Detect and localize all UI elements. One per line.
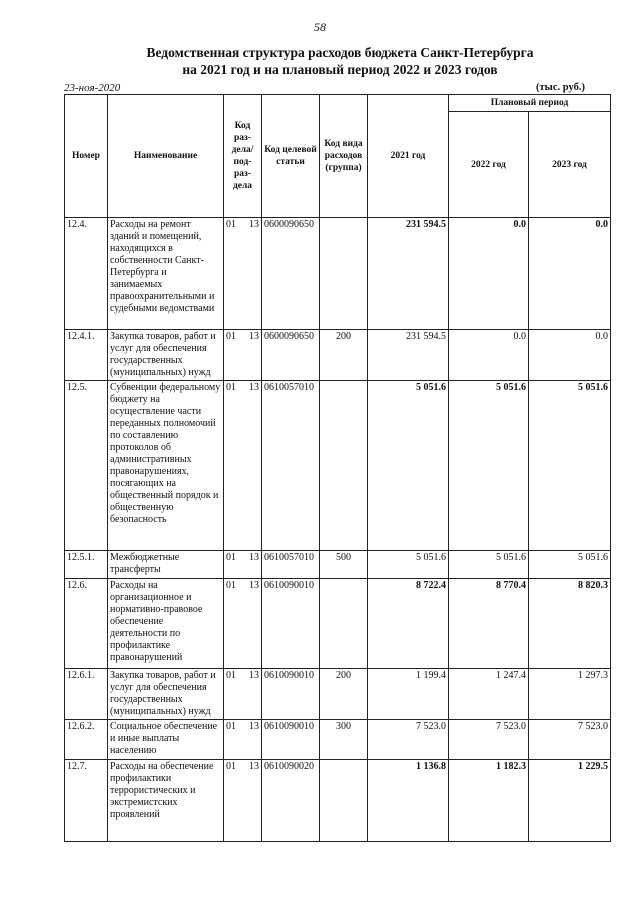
section-code: 01 bbox=[226, 331, 236, 342]
row-number: 12.5.1. bbox=[65, 551, 108, 579]
section-code-pair bbox=[226, 382, 259, 394]
row-amount-2021: 1 136.8 bbox=[368, 760, 449, 842]
table-row bbox=[65, 760, 611, 842]
table-row bbox=[65, 551, 611, 579]
row-expense-type-code bbox=[320, 381, 368, 551]
section-code-pair bbox=[226, 761, 259, 773]
row-expense-type-code bbox=[320, 218, 368, 330]
table-row bbox=[65, 720, 611, 760]
row-number: 12.6. bbox=[65, 579, 108, 669]
section-code: 01 bbox=[226, 382, 236, 393]
row-number: 12.6.1. bbox=[65, 669, 108, 720]
row-amount-2022: 0.0 bbox=[449, 218, 529, 330]
row-article-code: 0610057010 bbox=[262, 381, 320, 551]
row-article-code: 0610090010 bbox=[262, 579, 320, 669]
subsection-code: 13 bbox=[249, 331, 259, 342]
row-amount-2021: 8 722.4 bbox=[368, 579, 449, 669]
row-number: 12.6.2. bbox=[65, 720, 108, 760]
row-amount-2022: 1 247.4 bbox=[449, 669, 529, 720]
row-amount-2023: 1 297.3 bbox=[529, 669, 611, 720]
row-name: Расходы на обеспечение профилактики террористических и экстремистских проявлений bbox=[108, 760, 224, 842]
row-amount-2021: 7 523.0 bbox=[368, 720, 449, 760]
row-section-code bbox=[224, 330, 262, 381]
section-code: 01 bbox=[226, 219, 236, 230]
section-code-pair bbox=[226, 670, 259, 682]
section-code: 01 bbox=[226, 552, 236, 563]
row-article-code: 0600090650 bbox=[262, 330, 320, 381]
units-label: (тыс. руб.) bbox=[536, 82, 585, 93]
row-article-code: 0610090010 bbox=[262, 720, 320, 760]
row-name: Социальное обеспечение и иные выплаты населению bbox=[108, 720, 224, 760]
section-code: 01 bbox=[226, 580, 236, 591]
row-number: 12.5. bbox=[65, 381, 108, 551]
row-expense-type-code: 200 bbox=[320, 330, 368, 381]
row-expense-type-code: 300 bbox=[320, 720, 368, 760]
row-article-code: 0610090020 bbox=[262, 760, 320, 842]
row-amount-2023: 5 051.6 bbox=[529, 551, 611, 579]
header-article-code: Код целевой статьи bbox=[262, 95, 320, 218]
row-section-code bbox=[224, 669, 262, 720]
row-name: Расходы на ремонт зданий и помещений, находящихся в собственности Санкт-Петербурга и занимаемых правоохранительными и судебными ведомствами bbox=[108, 218, 224, 330]
row-amount-2023: 0.0 bbox=[529, 330, 611, 381]
section-code-pair bbox=[226, 331, 259, 343]
row-expense-type-code: 200 bbox=[320, 669, 368, 720]
row-amount-2022: 8 770.4 bbox=[449, 579, 529, 669]
row-amount-2022: 0.0 bbox=[449, 330, 529, 381]
table-row bbox=[65, 669, 611, 720]
row-amount-2021: 1 199.4 bbox=[368, 669, 449, 720]
budget-table bbox=[64, 94, 611, 842]
row-number: 12.4. bbox=[65, 218, 108, 330]
title-line-1: Ведомственная структура расходов бюджета Санкт-Петербурга bbox=[146, 45, 534, 60]
header-year-2021: 2021 год bbox=[368, 95, 449, 218]
row-amount-2022: 5 051.6 bbox=[449, 381, 529, 551]
subsection-code: 13 bbox=[249, 761, 259, 772]
subsection-code: 13 bbox=[249, 721, 259, 732]
row-section-code bbox=[224, 218, 262, 330]
header-section-code: Код раз-дела/ под-раз-дела bbox=[224, 95, 262, 218]
row-amount-2023: 5 051.6 bbox=[529, 381, 611, 551]
row-section-code bbox=[224, 720, 262, 760]
title-line-2: на 2021 год и на плановый период 2022 и 2023 годов bbox=[182, 62, 498, 77]
section-code-pair bbox=[226, 580, 259, 592]
row-name: Межбюджетные трансферты bbox=[108, 551, 224, 579]
table-row bbox=[65, 579, 611, 669]
row-name: Субвенции федеральному бюджету на осуществление части переданных полномочий по составлению протоколов об административных правонарушениях, посягающих на общественный порядок и общественную безопасность bbox=[108, 381, 224, 551]
subsection-code: 13 bbox=[249, 580, 259, 591]
document-date: 23-ноя-2020 bbox=[64, 82, 121, 94]
document-title bbox=[40, 44, 640, 78]
header-planned-period: Плановый период bbox=[449, 95, 611, 112]
row-number: 12.4.1. bbox=[65, 330, 108, 381]
subsection-code: 13 bbox=[249, 382, 259, 393]
row-name: Расходы на организационное и нормативно-правовое обеспечение деятельности по профилактике правонарушений bbox=[108, 579, 224, 669]
header-number: Номер bbox=[65, 95, 108, 218]
section-code-pair bbox=[226, 219, 259, 231]
table-row bbox=[65, 381, 611, 551]
row-amount-2021: 231 594.5 bbox=[368, 218, 449, 330]
row-amount-2021: 5 051.6 bbox=[368, 381, 449, 551]
row-amount-2022: 1 182.3 bbox=[449, 760, 529, 842]
row-amount-2021: 231 594.5 bbox=[368, 330, 449, 381]
row-expense-type-code bbox=[320, 579, 368, 669]
section-code: 01 bbox=[226, 721, 236, 732]
header-year-2023: 2023 год bbox=[529, 112, 611, 218]
section-code: 01 bbox=[226, 670, 236, 681]
row-article-code: 0610057010 bbox=[262, 551, 320, 579]
page-number: 58 bbox=[314, 20, 326, 34]
row-article-code: 0600090650 bbox=[262, 218, 320, 330]
row-amount-2023: 8 820.3 bbox=[529, 579, 611, 669]
row-amount-2022: 7 523.0 bbox=[449, 720, 529, 760]
row-number: 12.7. bbox=[65, 760, 108, 842]
section-code-pair bbox=[226, 721, 259, 733]
row-name: Закупка товаров, работ и услуг для обеспечения государственных (муниципальных) нужд bbox=[108, 330, 224, 381]
subsection-code: 13 bbox=[249, 670, 259, 681]
header-year-2022: 2022 год bbox=[449, 112, 529, 218]
row-amount-2023: 0.0 bbox=[529, 218, 611, 330]
row-section-code bbox=[224, 381, 262, 551]
row-amount-2021: 5 051.6 bbox=[368, 551, 449, 579]
subsection-code: 13 bbox=[249, 219, 259, 230]
table-row bbox=[65, 218, 611, 330]
row-expense-type-code bbox=[320, 760, 368, 842]
row-amount-2023: 1 229.5 bbox=[529, 760, 611, 842]
header-name: Наименование bbox=[108, 95, 224, 218]
row-amount-2023: 7 523.0 bbox=[529, 720, 611, 760]
table-row bbox=[65, 330, 611, 381]
row-section-code bbox=[224, 579, 262, 669]
row-section-code bbox=[224, 551, 262, 579]
row-section-code bbox=[224, 760, 262, 842]
row-article-code: 0610090010 bbox=[262, 669, 320, 720]
header-expense-type-code: Код вида расходов (группа) bbox=[320, 95, 368, 218]
row-name: Закупка товаров, работ и услуг для обеспечения государственных (муниципальных) нужд bbox=[108, 669, 224, 720]
section-code-pair bbox=[226, 552, 259, 564]
subsection-code: 13 bbox=[249, 552, 259, 563]
section-code: 01 bbox=[226, 761, 236, 772]
row-amount-2022: 5 051.6 bbox=[449, 551, 529, 579]
row-expense-type-code: 500 bbox=[320, 551, 368, 579]
table-body bbox=[65, 218, 611, 842]
